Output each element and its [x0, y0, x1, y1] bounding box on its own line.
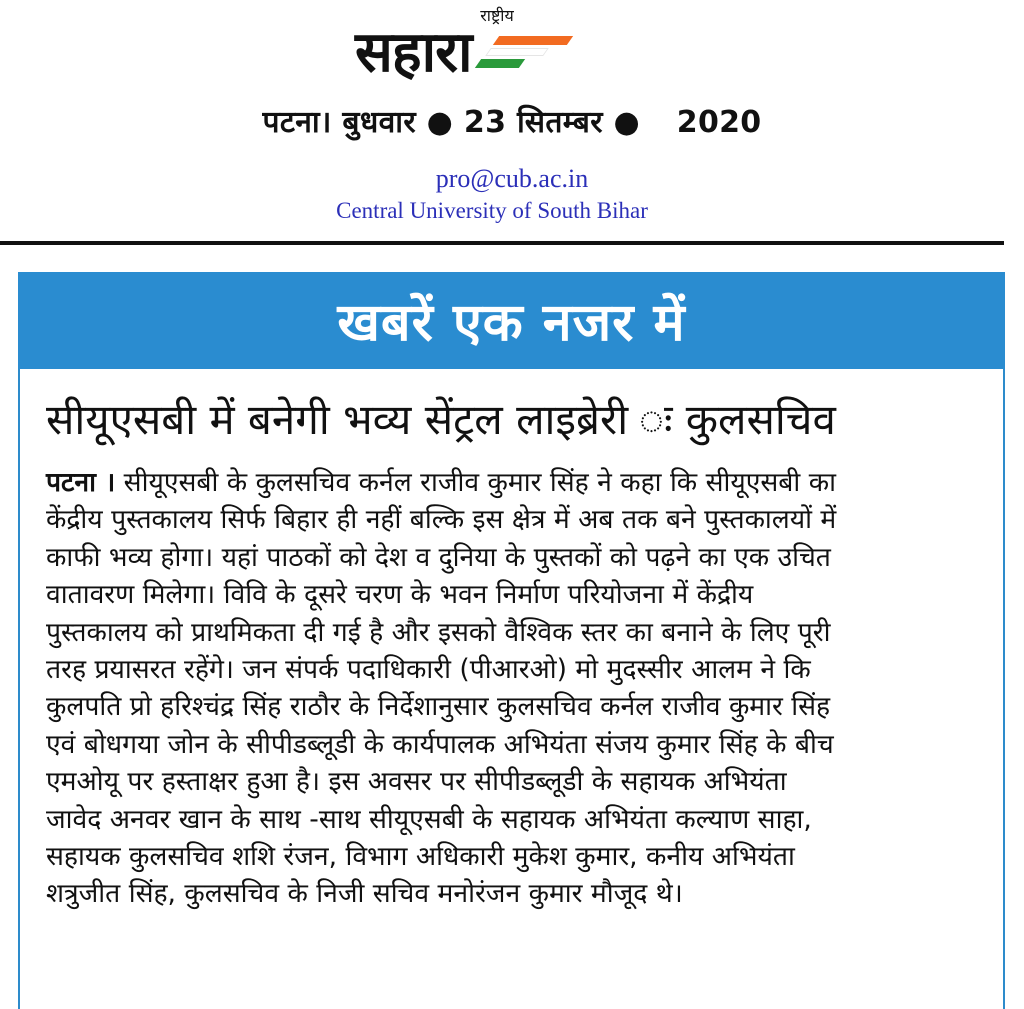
- newspaper-logo: [355, 22, 578, 84]
- article-place: पटना ।: [46, 467, 116, 498]
- article-line: पुस्तकालय को प्राथमिकता दी गई है और इसको वैश्विक स्तर का बनाने के लिए पूरी: [46, 616, 831, 648]
- article-line: जावेद अनवर खान के साथ -साथ सीयूएसबी के सहायक अभियंता कल्याण साहा,: [46, 803, 812, 835]
- masthead-tagline: राष्ट्रीय: [480, 6, 514, 25]
- dateline: [0, 100, 1024, 141]
- article-line: काफी भव्य होगा। यहां पाठकों को देश व दुनिया के पुस्तकों को पढ़ने का एक उचित: [46, 541, 831, 573]
- article-line: केंद्रीय पुस्तकालय सिर्फ बिहार ही नहीं बल्कि इस क्षेत्र में अब तक बने पुस्तकालयों में: [46, 504, 837, 536]
- article-body: [46, 464, 976, 913]
- article-line: तरह प्रयासरत रहेंगे। जन संपर्क पदाधिकारी (पीआरओ) मो मुदस्सीर आलम ने कि: [46, 654, 811, 686]
- article-headline: सीयूएसबी में बनेगी भव्य सेंट्रल लाइब्रेरी ः कुलसचिव: [46, 395, 836, 444]
- university-name: Central University of South Bihar: [336, 198, 648, 223]
- article-line: कुलपति प्रो हरिश्चंद्र सिंह राठौर के निर्देशानुसार कुलसचिव कर्नल राजीव कुमार सिंह: [46, 691, 831, 723]
- section-banner: [18, 272, 1005, 369]
- article-line: एमओयू पर हस्ताक्षर हुआ है। इस अवसर पर सीपीडब्लूडी के सहायक अभियंता: [46, 766, 787, 798]
- tricolor-flag-icon: [478, 28, 578, 78]
- masthead-divider: [0, 241, 1004, 245]
- contact-email: pro@cub.ac.in: [435, 164, 589, 193]
- article-line: एवं बोधगया जोन के सीपीडब्लूडी के कार्यपालक अभियंता संजय कुमार सिंह के बीच: [46, 728, 834, 760]
- dateline-separator: ।: [319, 105, 332, 140]
- dateline-city: पटना: [262, 105, 320, 140]
- dateline-bullet-2: ●: [613, 105, 641, 140]
- logo-wordmark: सहारा: [355, 20, 472, 85]
- article-line: वातावरण मिलेगा। विवि के दूसरे चरण के भवन निर्माण परियोजना में केंद्रीय: [46, 579, 754, 611]
- dateline-bullet: ●: [426, 105, 454, 140]
- dateline-date: 23 सितम्बर: [463, 105, 603, 140]
- article-line: सहायक कुलसचिव शशि रंजन, विभाग अधिकारी मुकेश कुमार, कनीय अभियंता: [46, 841, 795, 873]
- dateline-weekday: बुधवार: [342, 105, 416, 140]
- article-line: शत्रुजीत सिंह, कुलसचिव के निजी सचिव मनोरंजन कुमार मौजूद थे।: [46, 878, 683, 910]
- newspaper-masthead: [0, 0, 1024, 245]
- article-line: पटना । सीयूएसबी के कुलसचिव कर्नल राजीव कुमार सिंह ने कहा कि सीयूएसबी का: [46, 467, 836, 498]
- dateline-year: 2020: [676, 105, 762, 140]
- section-banner-title: खबरें एक नजर में: [337, 293, 686, 353]
